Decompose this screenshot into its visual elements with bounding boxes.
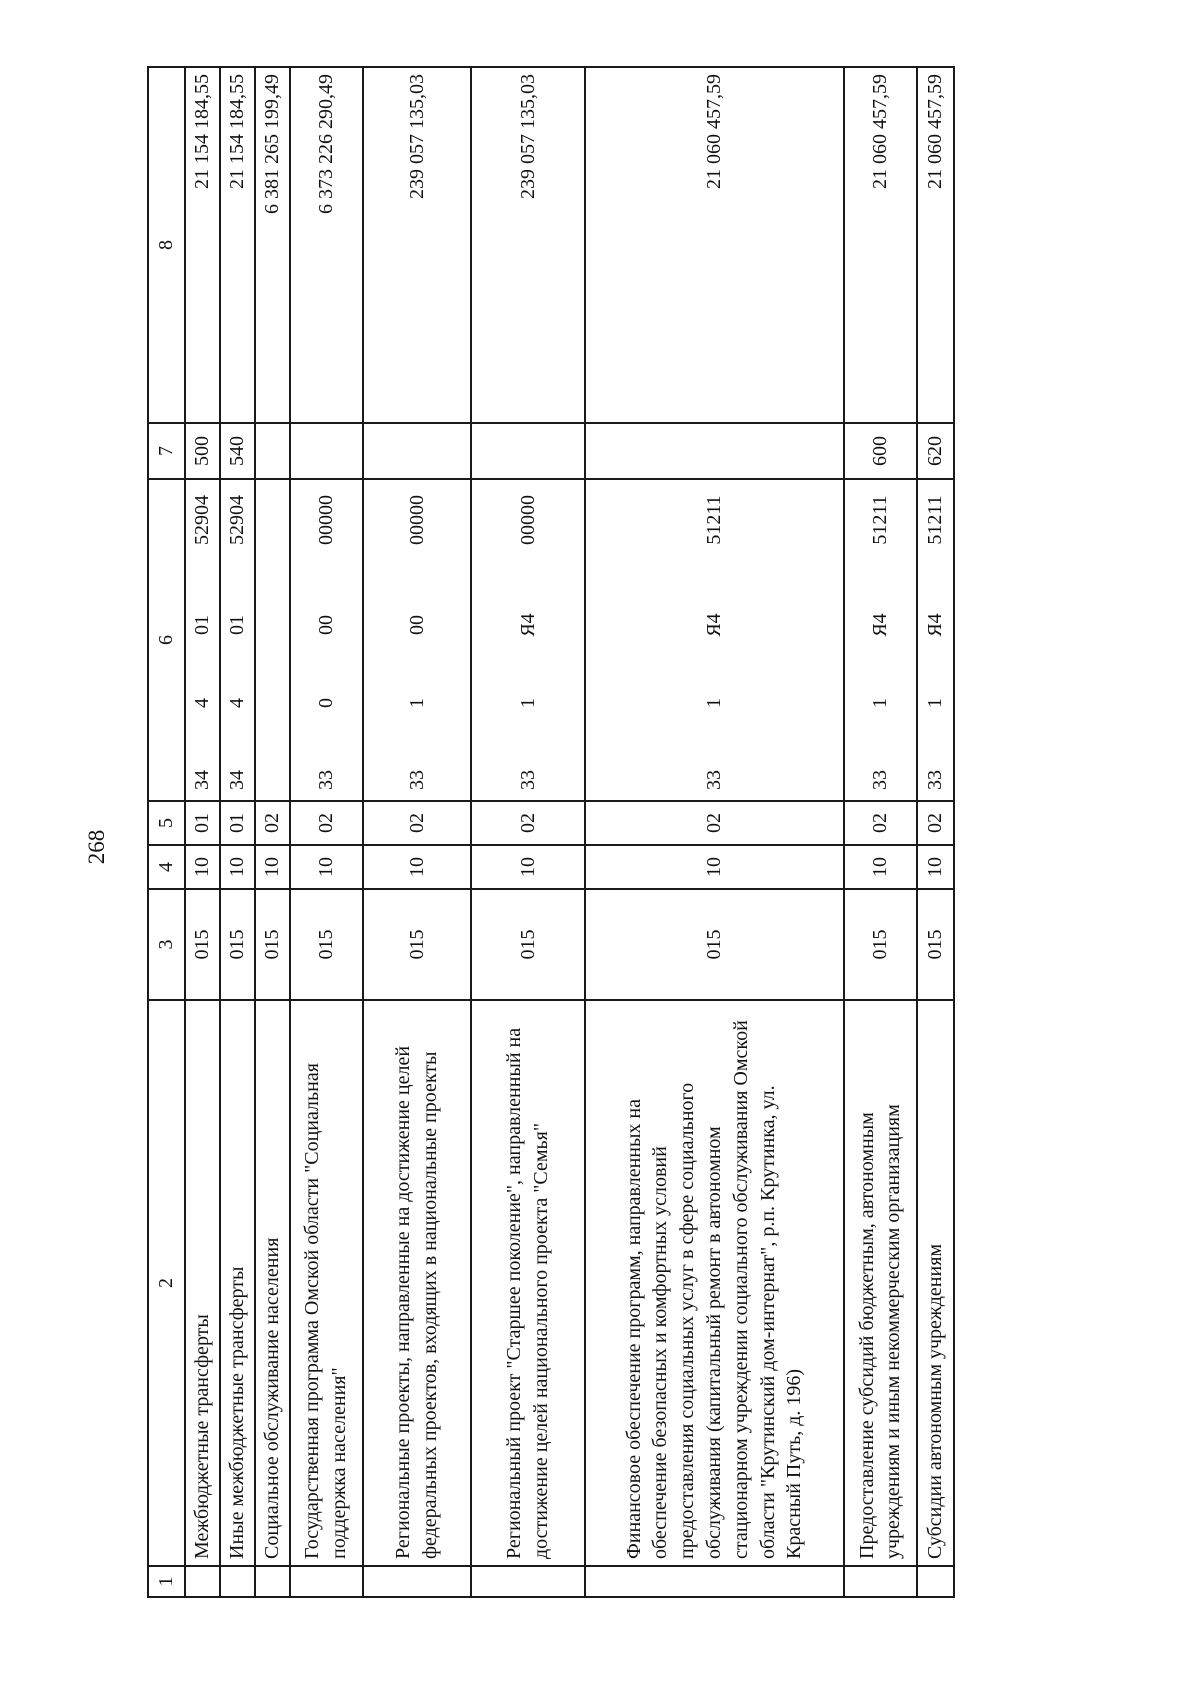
cell-c5: 02 (363, 801, 472, 845)
cell-c3: 015 (290, 889, 363, 1000)
cell-code (585, 479, 844, 801)
cell-c7: 600 (844, 423, 917, 479)
code-part-3: 01 (225, 615, 248, 635)
code-part-4: 52904 (191, 495, 214, 545)
code-part-3: Я4 (869, 613, 891, 637)
cell-c5: 02 (471, 801, 584, 845)
cell-c3: 015 (917, 889, 954, 1000)
cell-c3: 015 (255, 889, 290, 1000)
code-part-3: Я4 (924, 613, 947, 637)
code-part-2: 1 (924, 698, 947, 708)
column-header-2: 2 (148, 1000, 185, 1566)
row-name: Предоставление субсидий бюджетным, автономным учреждениям и иным некоммерческим организациям (844, 1000, 917, 1566)
code-part-2: 1 (516, 698, 539, 708)
row-name: Региональный проект "Старшее поколение", направленный на достижение целей национального проекта "Семья" (471, 1000, 584, 1566)
table-row (290, 67, 363, 1597)
cell-code (220, 479, 255, 801)
code-part-1: 33 (405, 770, 428, 790)
budget-table (147, 66, 955, 1598)
cell-code (185, 479, 220, 801)
cell-empty (585, 1566, 844, 1597)
code-part-4: 00000 (405, 495, 428, 545)
cell-code (844, 479, 917, 801)
cell-amount: 239 057 135,03 (471, 67, 584, 423)
cell-amount: 21 060 457,59 (844, 67, 917, 423)
column-header-7: 7 (148, 423, 185, 479)
cell-c4: 10 (290, 845, 363, 889)
cell-c3: 015 (585, 889, 844, 1000)
code-part-1: 33 (314, 770, 337, 790)
cell-empty (844, 1566, 917, 1597)
column-header-5: 5 (148, 801, 185, 845)
code-part-4: 00000 (314, 495, 337, 545)
cell-c3: 015 (185, 889, 220, 1000)
code-part-4: 00000 (516, 495, 539, 545)
cell-c5: 01 (220, 801, 255, 845)
table-row (185, 67, 220, 1597)
cell-c4: 10 (917, 845, 954, 889)
cell-c3: 015 (363, 889, 472, 1000)
code-part-3: Я4 (516, 613, 539, 637)
row-name: Субсидии автономным учреждениям (917, 1000, 954, 1566)
cell-c4: 10 (844, 845, 917, 889)
cell-c3: 015 (844, 889, 917, 1000)
table-row (471, 67, 584, 1597)
cell-c4: 10 (585, 845, 844, 889)
code-part-1: 33 (924, 770, 947, 790)
cell-c7: 620 (917, 423, 954, 479)
cell-empty (290, 1566, 363, 1597)
cell-c4: 10 (471, 845, 584, 889)
cell-amount: 21 154 184,55 (220, 67, 255, 423)
column-header-6: 6 (148, 479, 185, 801)
cell-empty (185, 1566, 220, 1597)
cell-c5: 02 (585, 801, 844, 845)
table-row (917, 67, 954, 1597)
cell-c7 (363, 423, 472, 479)
table-row (363, 67, 472, 1597)
cell-c5: 02 (917, 801, 954, 845)
table-header-row (148, 67, 185, 1597)
code-part-2: 1 (702, 698, 725, 708)
cell-amount: 21 060 457,59 (585, 67, 844, 423)
cell-c7: 540 (220, 423, 255, 479)
cell-empty (471, 1566, 584, 1597)
column-header-1: 1 (148, 1566, 185, 1597)
code-part-4: 51211 (924, 495, 947, 545)
row-name: Финансовое обеспечение программ, направленных на обеспечение безопасных и комфортных условий предоставления социальных услуг в сфере социального обслуживания (капитальный ремонт в автономном стационарном учреждении социального обслуживания Омской области "Крутинский дом-интернат", р.п. Крутинка, ул. Красный Путь, д. 196) (585, 1000, 844, 1566)
table-row (255, 67, 290, 1597)
cell-amount: 239 057 135,03 (363, 67, 472, 423)
cell-amount: 21 154 184,55 (185, 67, 220, 423)
cell-code (471, 479, 584, 801)
cell-c7: 500 (185, 423, 220, 479)
cell-amount: 21 060 457,59 (917, 67, 954, 423)
cell-c7 (471, 423, 584, 479)
cell-code (290, 479, 363, 801)
column-header-3: 3 (148, 889, 185, 1000)
cell-empty (255, 1566, 290, 1597)
cell-c4: 10 (255, 845, 290, 889)
column-header-8: 8 (148, 67, 185, 423)
cell-c5: 02 (255, 801, 290, 845)
cell-empty (917, 1566, 954, 1597)
code-part-3: 00 (405, 615, 428, 635)
row-name: Региональные проекты, направленные на достижение целей федеральных проектов, входящих в национальные проекты (363, 1000, 472, 1566)
code-part-2: 0 (314, 698, 337, 708)
cell-c4: 10 (185, 845, 220, 889)
code-part-3: 01 (191, 615, 214, 635)
code-part-1: 34 (225, 770, 248, 790)
cell-code (255, 479, 290, 801)
cell-c3: 015 (220, 889, 255, 1000)
table-row (844, 67, 917, 1597)
code-part-1: 34 (191, 770, 214, 790)
cell-empty (363, 1566, 472, 1597)
code-part-4: 51211 (702, 495, 725, 545)
row-name: Государственная программа Омской области "Социальная поддержка населения" (290, 1000, 363, 1566)
code-part-3: Я4 (702, 613, 725, 637)
cell-amount: 6 373 226 290,49 (290, 67, 363, 423)
code-part-2: 4 (191, 698, 214, 708)
code-part-2: 1 (869, 698, 891, 708)
cell-c7 (585, 423, 844, 479)
code-part-1: 33 (702, 770, 725, 790)
row-name: Межбюджетные трансферты (185, 1000, 220, 1566)
budget-table-container (147, 68, 955, 1598)
page-number: 268 (84, 829, 109, 865)
cell-c7 (255, 423, 290, 479)
code-part-2: 4 (225, 698, 248, 708)
cell-code (917, 479, 954, 801)
cell-c4: 10 (363, 845, 472, 889)
cell-c7 (290, 423, 363, 479)
cell-c5: 01 (185, 801, 220, 845)
code-part-1: 33 (516, 770, 539, 790)
code-part-1: 33 (869, 770, 891, 790)
row-name: Иные межбюджетные трансферты (220, 1000, 255, 1566)
code-part-3: 00 (314, 615, 337, 635)
cell-c5: 02 (290, 801, 363, 845)
code-part-4: 51211 (869, 495, 891, 545)
cell-amount: 6 381 265 199,49 (255, 67, 290, 423)
row-name: Социальное обслуживание населения (255, 1000, 290, 1566)
table-row (220, 67, 255, 1597)
cell-c5: 02 (844, 801, 917, 845)
table-row (585, 67, 844, 1597)
cell-c3: 015 (471, 889, 584, 1000)
cell-code (363, 479, 472, 801)
column-header-4: 4 (148, 845, 185, 889)
code-part-2: 1 (405, 698, 428, 708)
cell-empty (220, 1566, 255, 1597)
cell-c4: 10 (220, 845, 255, 889)
code-part-4: 52904 (225, 495, 248, 545)
